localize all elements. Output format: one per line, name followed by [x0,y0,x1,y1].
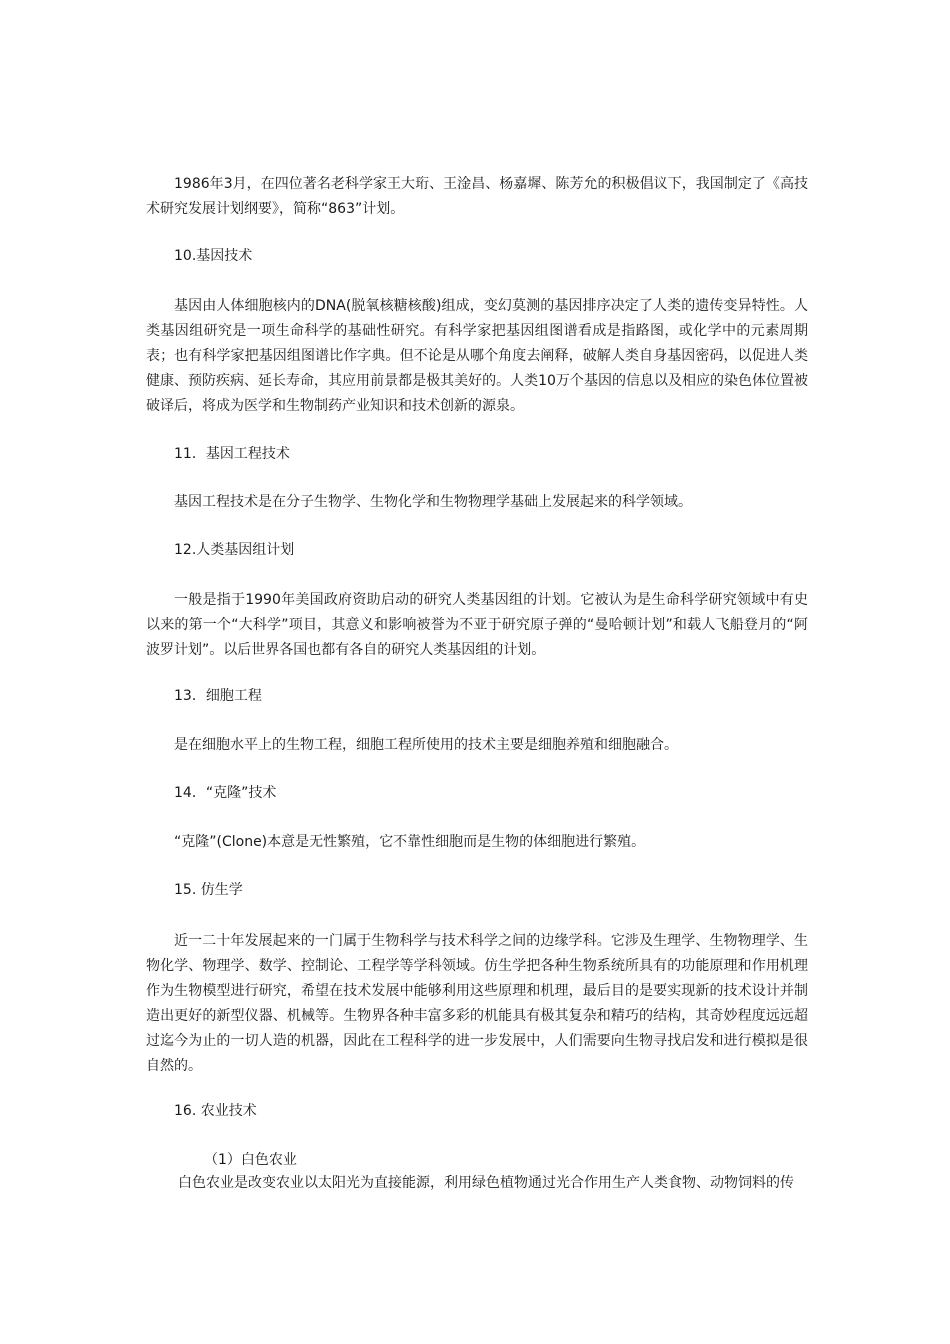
section-body-11: 基因工程技术是在分子生物学、生物化学和生物物理学基础上发展起来的科学领域。 [174,494,692,510]
section-subheading-16-1: （1）白色农业 [204,1152,297,1168]
section-heading-12: 12.人类基因组计划 [174,542,295,558]
section-heading-13: 13．细胞工程 [174,688,262,704]
section-body-16-1: 白色农业是改变农业以太阳光为直接能源，利用绿色植物通过光合作用生产人类食物、动物饲料的传 [178,1175,794,1191]
section-heading-11: 11．基因工程技术 [174,446,290,462]
section-body-13: 是在细胞水平上的生物工程，细胞工程所使用的技术主要是细胞养殖和细胞融合。 [174,737,678,753]
section-heading-15: 15. 仿生学 [174,882,243,898]
section-body-15: 近一二十年发展起来的一门属于生物科学与技术科学之间的边缘学科。它涉及生理学、生物物理学、生物化学、物理学、数学、控制论、工程学等学科领域。仿生学把各种生物系统所具有的功能原理和作用机理作为生物模型进行研究，希望在技术发展中能够利用这些原理和机理，最后目的是要实现新的技术设计并制造出更好的新型仪器、机械等。生物界各种丰富多彩的机能具有极其复杂和精巧的结构，其奇妙程度远远超过迄今为止的一切人造的机器，因此在工程科学的进一步发展中，人们需要向生物寻找启发和进行模拟是很自然的。 [146,933,808,1074]
section-heading-10: 10.基因技术 [174,248,253,264]
section-body-10: 基因由人体细胞核内的DNA(脱氧核糖核酸)组成，变幻莫测的基因排序决定了人类的遗传变异特性。人类基因组研究是一项生命科学的基础性研究。有科学家把基因组图谱看成是指路图，或化学中的元素周期表；也有科学家把基因组图谱比作字典。但不论是从哪个角度去阐释，破解人类自身基因密码，以促进人类健康、预防疾病、延长寿命，其应用前景都是极其美好的。人类10万个基因的信息以及相应的染色体位置被破译后，将成为医学和生物制药产业知识和技术创新的源泉。 [146,298,808,414]
section-body-14: “克隆”(Clone)本意是无性繁殖，它不靠性细胞而是生物的体细胞进行繁殖。 [174,834,646,850]
intro-paragraph: 1986年3月，在四位著名老科学家王大珩、王淦昌、杨嘉墀、陈芳允的积极倡议下，我国制定了《高技术研究发展计划纲要》，简称“863”计划。 [146,176,808,217]
section-body-12: 一般是指于1990年美国政府资助启动的研究人类基因组的计划。它被认为是生命科学研究领域中有史以来的第一个“大科学”项目，其意义和影响被誉为不亚于研究原子弹的“曼哈顿计划”和载人飞船登月的“阿波罗计划”。以后世界各国也都有各自的研究人类基因组的计划。 [146,592,808,658]
section-heading-16: 16. 农业技术 [174,1103,257,1119]
section-heading-14: 14．“克隆”技术 [174,785,277,801]
